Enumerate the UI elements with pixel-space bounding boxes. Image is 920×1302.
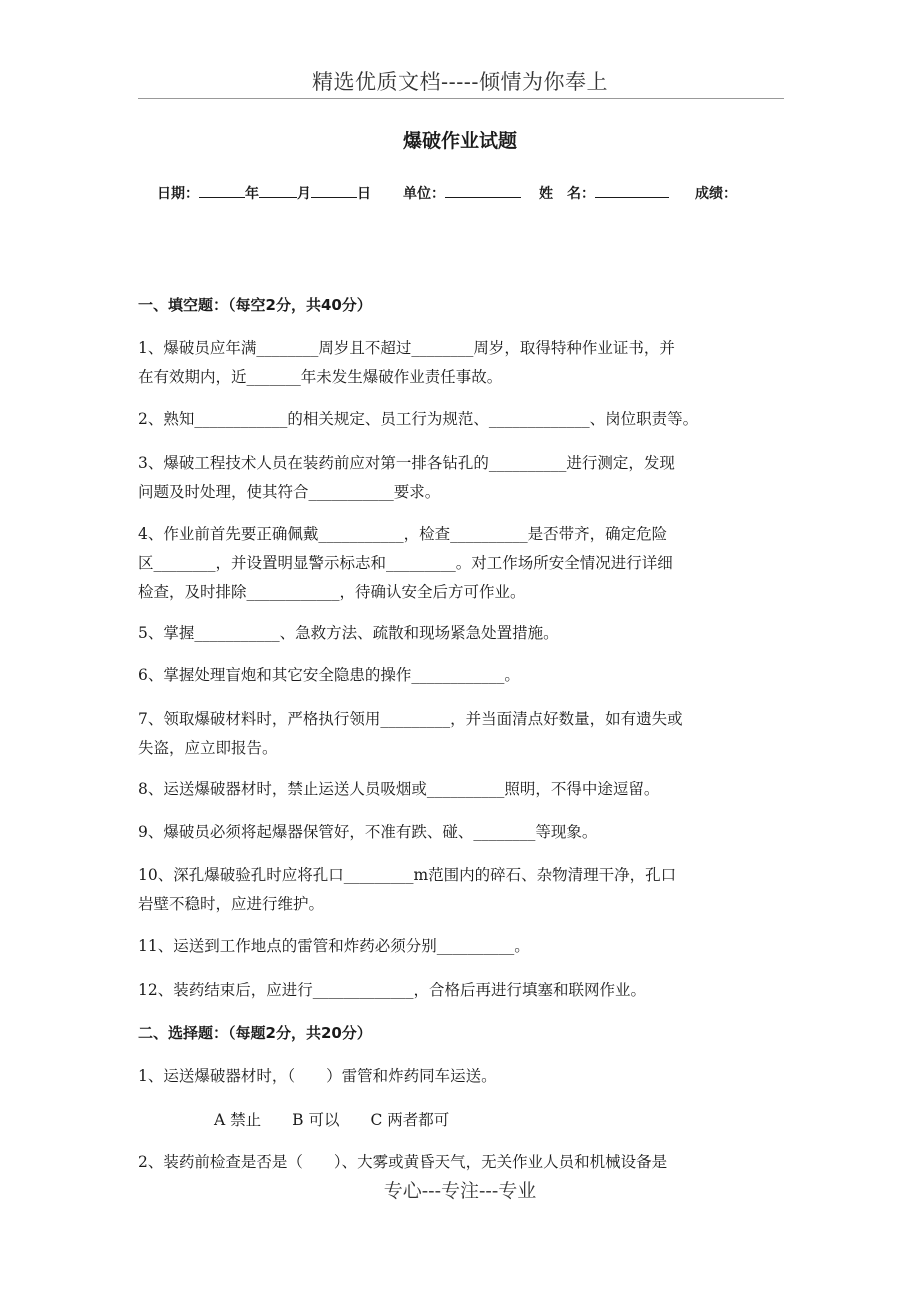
choice-question-1 bbox=[138, 1062, 790, 1091]
section-fill-in-heading: 一、填空题：（每空2分，共40分） bbox=[138, 296, 372, 314]
choice-question-2 bbox=[138, 1148, 790, 1177]
question-line: 5、掌握___________、急救方法、疏散和现场紧急处置措施。 bbox=[138, 624, 559, 642]
page-header: 精选优质文档-----倾情为你奉上 bbox=[312, 70, 608, 94]
question-line: 9、爆破员必须将起爆器保管好，不准有跌、碰、________等现象。 bbox=[138, 823, 598, 841]
question-line: 7、领取爆破材料时，严格执行领用_________，并当面清点好数量，如有遗失或 bbox=[138, 710, 683, 728]
day-blank bbox=[311, 183, 357, 198]
unit-label: 单位： bbox=[403, 186, 445, 202]
question-10 bbox=[138, 861, 790, 919]
question-line: 6、掌握处理盲炮和其它安全隐患的操作____________。 bbox=[138, 666, 520, 684]
year-blank bbox=[199, 183, 245, 198]
question-line: 11、运送到工作地点的雷管和炸药必须分别__________。 bbox=[138, 937, 530, 955]
month-blank bbox=[259, 183, 297, 198]
question-line: 在有效期内，近_______年未发生爆破作业责任事故。 bbox=[138, 368, 503, 386]
page-footer: 专心---专注---专业 bbox=[383, 1180, 537, 1202]
question-line: 4、作业前首先要正确佩戴___________，检查__________是否带齐，确定危险 bbox=[138, 525, 668, 543]
document-title: 爆破作业试题 bbox=[402, 130, 517, 152]
name-label: 姓 名： bbox=[539, 186, 595, 202]
question-line: 1、爆破员应年满________周岁且不超过________周岁，取得特种作业证书，并 bbox=[138, 339, 675, 357]
date-label: 日期： bbox=[157, 186, 199, 202]
question-1 bbox=[138, 334, 790, 392]
question-9 bbox=[138, 818, 790, 847]
question-4 bbox=[138, 520, 790, 607]
unit-blank bbox=[445, 183, 521, 198]
question-line: 区________，并设置明显警示标志和_________。对工作场所安全情况进行详细 bbox=[138, 554, 673, 572]
day-label: 日 bbox=[357, 186, 371, 202]
question-2 bbox=[138, 405, 790, 434]
header-divider bbox=[138, 98, 784, 99]
question-3 bbox=[138, 449, 790, 507]
question-6 bbox=[138, 661, 790, 690]
question-line: 3、爆破工程技术人员在装药前应对第一排各钻孔的__________进行测定，发现 bbox=[138, 454, 675, 472]
section-choice-heading: 二、选择题：（每题2分，共20分） bbox=[138, 1024, 372, 1042]
question-11 bbox=[138, 932, 790, 961]
question-line: 1、运送爆破器材时，（ ）雷管和炸药同车运送。 bbox=[138, 1067, 497, 1085]
question-line: 10、深孔爆破验孔时应将孔口_________m范围内的碎石、杂物清理干净，孔口 bbox=[138, 866, 677, 884]
score-label: 成绩： bbox=[695, 186, 737, 202]
question-line: 12、装药结束后，应进行_____________，合格后再进行填塞和联网作业。 bbox=[138, 981, 646, 999]
question-12 bbox=[138, 976, 790, 1005]
question-8 bbox=[138, 775, 790, 804]
choice-question-1-options: A 禁止 B 可以 C 两者都可 bbox=[214, 1111, 450, 1129]
question-5 bbox=[138, 619, 790, 648]
question-line: 失盗，应立即报告。 bbox=[138, 739, 278, 757]
year-label: 年 bbox=[245, 186, 259, 202]
question-7 bbox=[138, 705, 790, 763]
question-line: 检查，及时排除____________，待确认安全后方可作业。 bbox=[138, 583, 526, 601]
question-line: 2、装药前检查是否是（ ）、大雾或黄昏天气，无关作业人员和机械设备是 bbox=[138, 1153, 668, 1171]
question-line: 岩壁不稳时，应进行维护。 bbox=[138, 895, 325, 913]
question-line: 8、运送爆破器材时，禁止运送人员吸烟或__________照明，不得中途逗留。 bbox=[138, 780, 660, 798]
name-blank bbox=[595, 183, 669, 198]
question-line: 问题及时处理，使其符合___________要求。 bbox=[138, 483, 441, 501]
info-row bbox=[157, 183, 797, 203]
month-label: 月 bbox=[297, 186, 311, 202]
question-line: 2、熟知____________的相关规定、员工行为规范、_____________、岗位职责等。 bbox=[138, 410, 699, 428]
